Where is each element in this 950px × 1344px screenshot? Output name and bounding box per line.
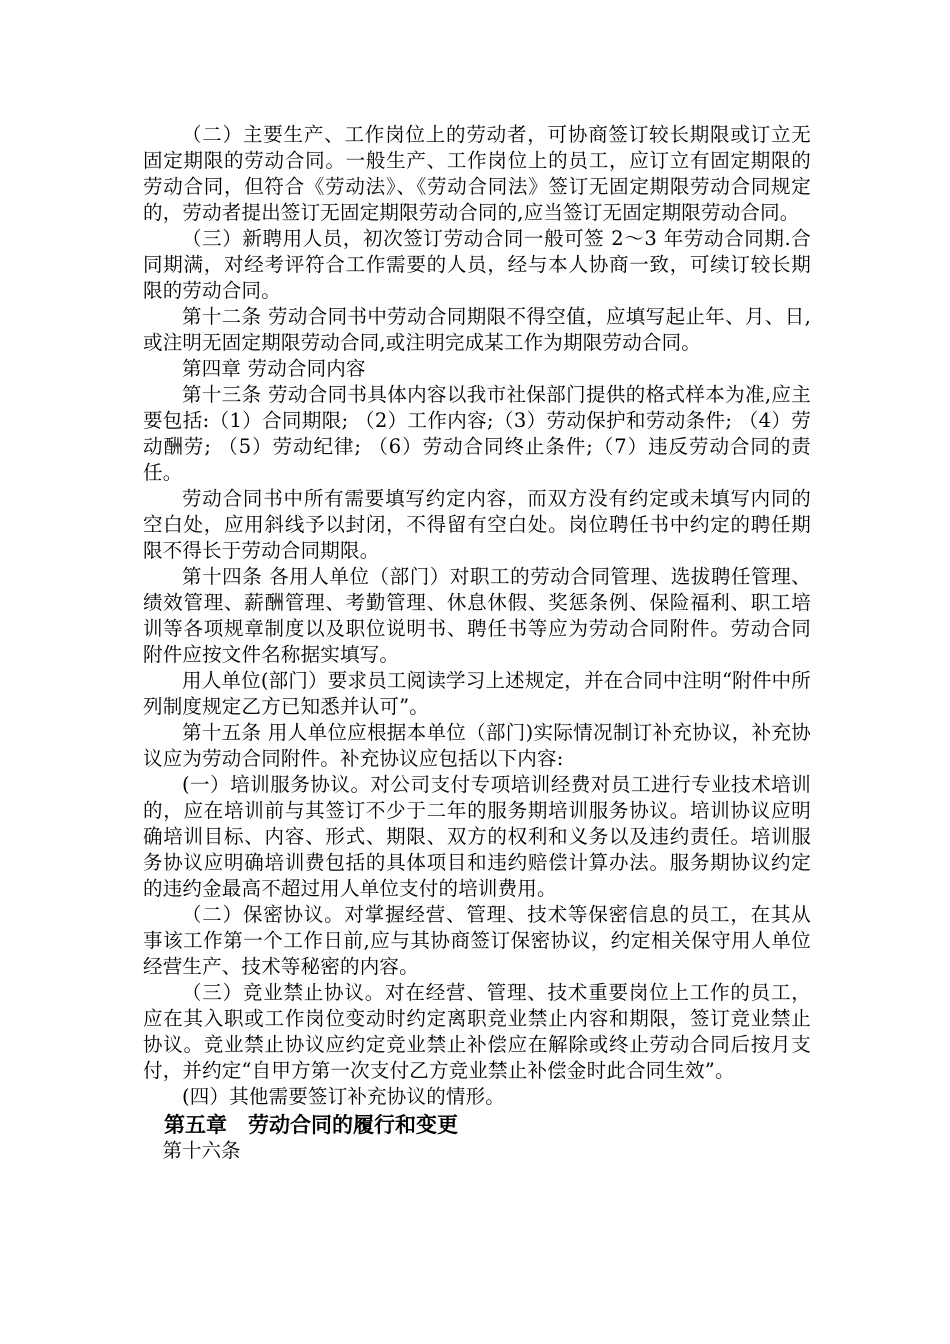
article-14: 第十四条 各用人单位（部门）对职工的劳动合同管理、选拔聘任管理、绩效管理、薪酬管理、考勤管理、休息休假、奖惩条例、保险福利、职工培训等各项规章制度以及职位说明书、聘任书等应为劳动合同附件。劳动合同附件应按文件名称据实填写。 xyxy=(143,565,811,666)
article-13: 第十三条 劳动合同书具体内容以我市社保部门提供的格式样本为准,应主要包括:（1）合同期限; （2）工作内容;（3）劳动保护和劳动条件; （4）劳动酬劳; （5）劳动纪律; （6）劳动合同终止条件;（7）违反劳动合同的责任。 xyxy=(143,383,811,484)
paragraph-item-2: （二）主要生产、工作岗位上的劳动者，可协商签订较长期限或订立无固定期限的劳动合同。一般生产、工作岗位上的员工，应订立有固定期限的劳动合同，但符合《劳动法》、《劳动合同法》签订无固定期限劳动合同规定的，劳动者提出签订无固定期限劳动合同的,应当签订无固定期限劳动合同。 xyxy=(143,123,811,224)
document-body xyxy=(143,122,811,1164)
article-12: 第十二条 劳动合同书中劳动合同期限不得空值，应填写起止年、月、日,或注明无固定期限劳动合同,或注明完成某工作为期限劳动合同。 xyxy=(143,305,811,354)
paragraph-training-agreement: (一）培训服务协议。对公司支付专项培训经费对员工进行专业技术培训的，应在培训前与其签订不少于二年的服务期培训服务协议。培训协议应明确培训目标、内容、形式、期限、双方的权利和义务以及违约责任。培训服务协议应明确培训费包括的具体项目和违约赔偿计算办法。服务期协议约定的违约金最高不超过用人单位支付的培训费用。 xyxy=(143,773,811,900)
paragraph-item-3: （三）新聘用人员，初次签订劳动合同一般可签 2～3 年劳动合同期.合同期满，对经考评符合工作需要的人员，经与本人协商一致，可续订较长期限的劳动合同。 xyxy=(143,227,811,302)
article-16-heading: 第十六条 xyxy=(162,1139,241,1162)
paragraph-non-compete-agreement: （三）竞业禁止协议。对在经营、管理、技术重要岗位上工作的员工，应在其入职或工作岗位变动时约定离职竞业禁止内容和期限，签订竞业禁止协议。竞业禁止协议应约定竞业禁止补偿应在解除或终止劳动合同后按月支付，并约定“自甲方第一次支付乙方竞业禁止补偿金时此合同生效”。 xyxy=(143,981,811,1082)
article-15: 第十五条 用人单位应根据本单位（部门)实际情况制订补充协议，补充协议应为劳动合同附件。补充协议应包括以下内容: xyxy=(143,721,811,770)
paragraph-read-rules: 用人单位(部门）要求员工阅读学习上述规定，并在合同中注明“附件中所列制度规定乙方已知悉并认可”。 xyxy=(143,669,811,718)
paragraph-other-agreements: (四）其他需要签订补充协议的情形。 xyxy=(182,1085,506,1108)
chapter-5-heading: 第五章 劳动合同的履行和变更 xyxy=(164,1112,458,1137)
paragraph-confidentiality-agreement: （二）保密协议。对掌握经营、管理、技术等保密信息的员工，在其从事该工作第一个工作日前,应与其协商签订保密协议，约定相关保守用人单位经营生产、技术等秘密的内容。 xyxy=(143,903,811,978)
paragraph-blank-fields: 劳动合同书中所有需要填写约定内容，而双方没有约定或未填写内同的空白处，应用斜线予以封闭，不得留有空白处。岗位聘任书中约定的聘任期限不得长于劳动合同期限。 xyxy=(143,487,811,562)
chapter-4-heading: 第四章 劳动合同内容 xyxy=(182,357,366,380)
